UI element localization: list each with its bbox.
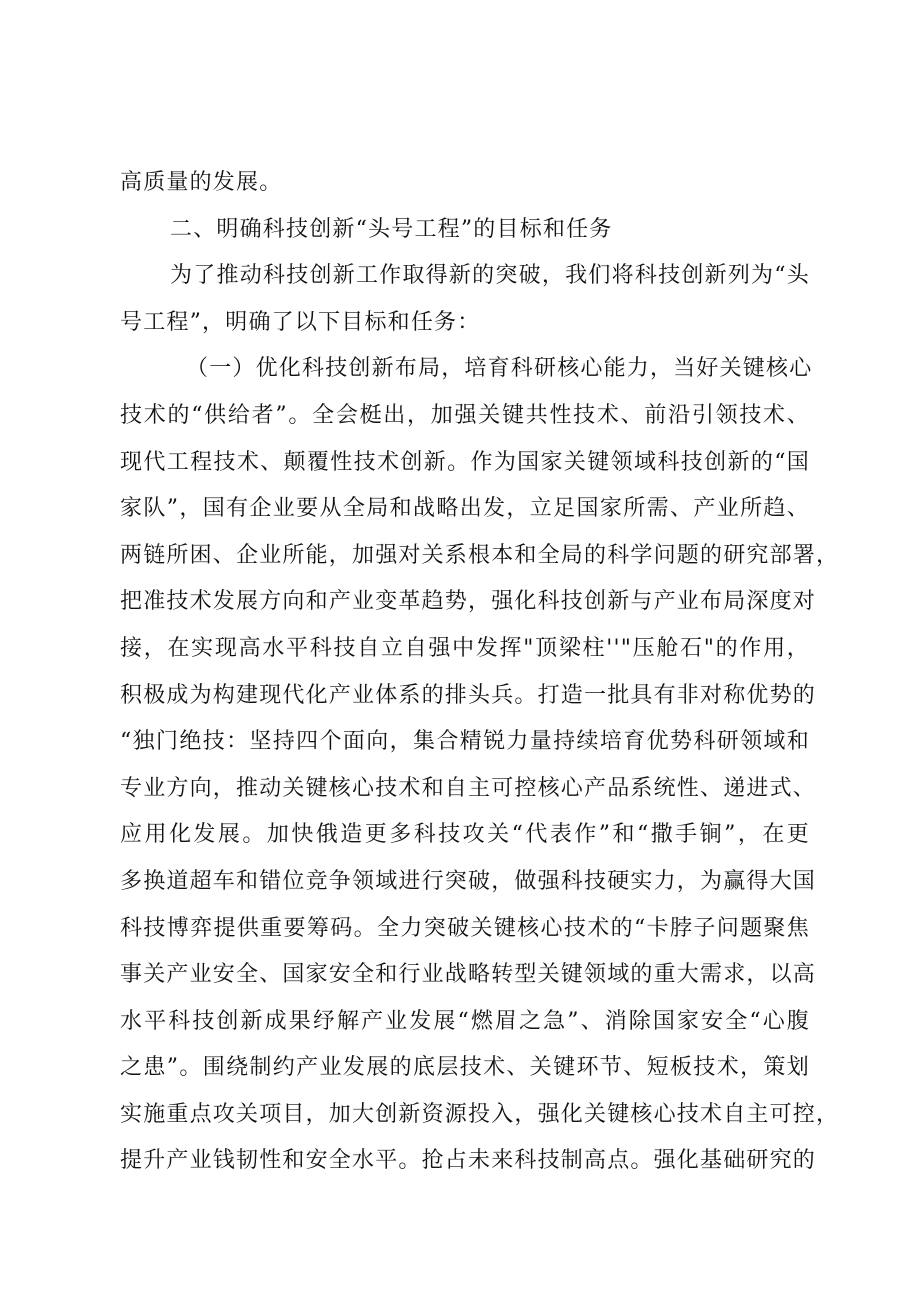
paragraph-line: 家队”，国有企业要从全局和战略出发，立足国家所需、产业所趋、 <box>120 496 810 522</box>
subsection-heading-line: （一）优化科技创新布局，培育科研核心能力，当好关键核心 <box>186 356 813 382</box>
paragraph-line: 两链所困、企业所能，加强对关系根本和全局的科学问题的研究部署， <box>120 542 840 568</box>
paragraph-line: 水平科技创新成果纾解产业发展“燃眉之急”、消除国家安全“心腹 <box>120 1008 810 1034</box>
paragraph-line: 号工程”，明确了以下目标和任务： <box>120 309 481 335</box>
document-body <box>120 160 840 1185</box>
section-heading: 二、明确科技创新“头号工程”的目标和任务 <box>170 216 613 242</box>
paragraph-line: 多换道超车和错位竞争领域进行突破，做强科技硬实力，为赢得大国 <box>120 868 817 894</box>
paragraph-line: 事关产业安全、国家安全和行业战略转型关键领域的重大需求，以高 <box>120 962 817 988</box>
paragraph-line: 技术的“供给者”。全会梃出，加强关键共性技术、前沿引领技术、 <box>120 402 810 428</box>
paragraph-line: 现代工程技术、颠覆性技术创新。作为国家关键领域科技创新的“国 <box>120 449 810 475</box>
paragraph-line: 接，在实现高水平科技自立自强中发挥"顶梁柱''"压舱石"的作用， <box>120 635 810 661</box>
paragraph-line: 科技博弈提供重要筹码。全力突破关键核心技术的“卡脖子问题聚焦 <box>120 915 810 941</box>
paragraph-line: 把准技术发展方向和产业变革趋势，强化科技创新与产业布局深度对 <box>120 589 817 615</box>
paragraph-line: 专业方向，推动关键核心技术和自主可控核心产品系统性、递进式、 <box>120 775 817 801</box>
paragraph-line: “独门绝技：坚持四个面向，集合精锐力量持续培育优势科研领域和 <box>120 729 810 755</box>
paragraph-line: 高质量的发展。 <box>120 170 283 195</box>
paragraph-line: 积极成为构建现代化产业体系的排头兵。打造一批具有非对称优势的 <box>120 682 817 708</box>
paragraph-line: 应用化发展。加快俄造更多科技攻关“代表作”和“撒手锏”，在更 <box>120 822 810 848</box>
paragraph-line: 提升产业钱韧性和安全水平。抢占未来科技制高点。强化基础研究的 <box>120 1148 817 1174</box>
paragraph-line: 为了推动科技创新工作取得新的突破，我们将科技创新列为“头 <box>170 263 810 289</box>
paragraph-line: 实施重点攻关项目，加大创新资源投入，强化关键核心技术自主可控， <box>120 1101 840 1127</box>
paragraph-line: 之患”。围绕制约产业发展的底层技术、关键环节、短板技术，策划 <box>120 1055 810 1081</box>
